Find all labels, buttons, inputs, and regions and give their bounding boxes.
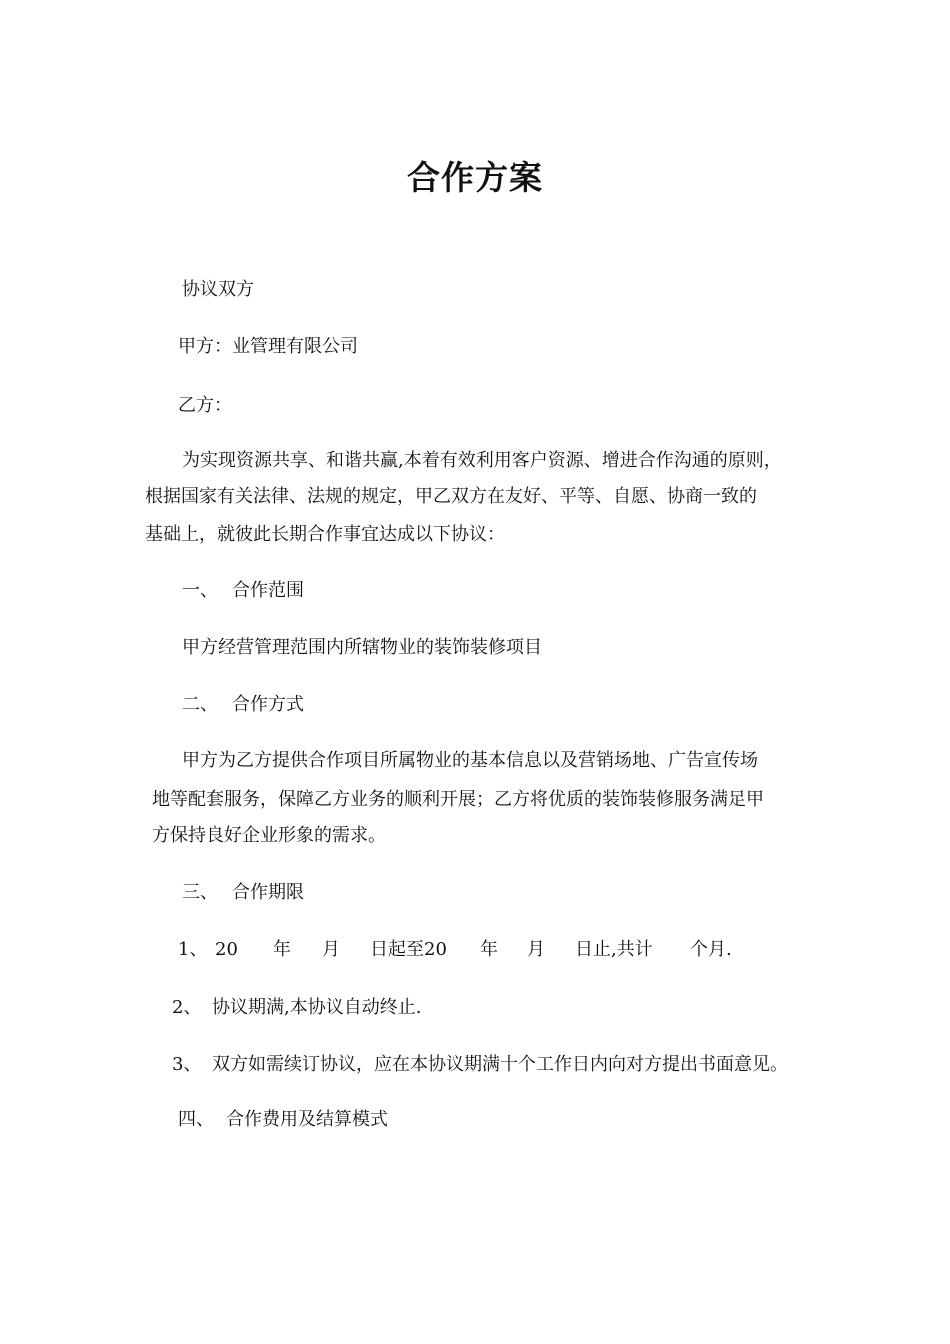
parties-heading: 协议双方 — [182, 279, 254, 300]
intro-line-3: 基础上，就彼此长期合作事宜达成以下协议： — [145, 524, 505, 545]
term-end-year-label: 年 — [480, 939, 498, 960]
section-3-heading — [182, 881, 304, 905]
section-1-text: 甲方经营管理范围内所辖物业的装饰装修项目 — [182, 637, 542, 658]
term-end-day-label: 日止,共计 — [575, 939, 653, 960]
party-b: 乙方： — [178, 395, 232, 416]
term-item-2 — [172, 996, 421, 1020]
term-year-prefix: 20 — [215, 939, 238, 960]
section-1-heading — [182, 579, 304, 603]
term-month-label: 月 — [322, 939, 340, 960]
section-title: 合作期限 — [232, 882, 304, 903]
term-item-text: 协议期满,本协议自动终止. — [212, 997, 422, 1018]
section-title: 合作范围 — [232, 580, 304, 601]
section-2-heading — [182, 693, 304, 717]
section-title: 合作费用及结算模式 — [226, 1109, 388, 1130]
term-item-number: 1、 — [178, 939, 208, 960]
section-2-line-2: 地等配套服务，保障乙方业务的顺利开展；乙方将优质的装饰装修服务满足甲 — [152, 789, 764, 810]
term-item-3 — [172, 1053, 788, 1077]
intro-line-1: 为实现资源共享、和谐共赢,本着有效利用客户资源、增进合作沟通的原则， — [182, 450, 782, 471]
section-number: 四、 — [178, 1109, 214, 1130]
section-number: 一、 — [182, 580, 218, 601]
term-item-text: 双方如需续订协议，应在本协议期满十个工作日内向对方提出书面意见。 — [212, 1054, 788, 1075]
party-a: 甲方：业管理有限公司 — [178, 336, 358, 357]
section-2-line-3: 方保持良好企业形象的需求。 — [152, 825, 386, 846]
section-title: 合作方式 — [232, 694, 304, 715]
section-2-line-1: 甲方为乙方提供合作项目所属物业的基本信息以及营销场地、广告宣传场 — [182, 750, 758, 771]
term-item-number: 2、 — [172, 997, 202, 1018]
term-year-label: 年 — [273, 939, 291, 960]
intro-line-2: 根据国家有关法律、法规的规定，甲乙双方在友好、平等、自愿、协商一致的 — [145, 486, 757, 507]
section-4-heading — [178, 1108, 388, 1132]
term-item-number: 3、 — [172, 1054, 202, 1075]
term-end-month-label: 月 — [527, 939, 545, 960]
term-months-label: 个月. — [690, 939, 732, 960]
document-title: 合作方案 — [407, 158, 543, 197]
section-number: 二、 — [182, 694, 218, 715]
section-number: 三、 — [182, 882, 218, 903]
term-start-day-label: 日起至20 — [370, 939, 447, 960]
